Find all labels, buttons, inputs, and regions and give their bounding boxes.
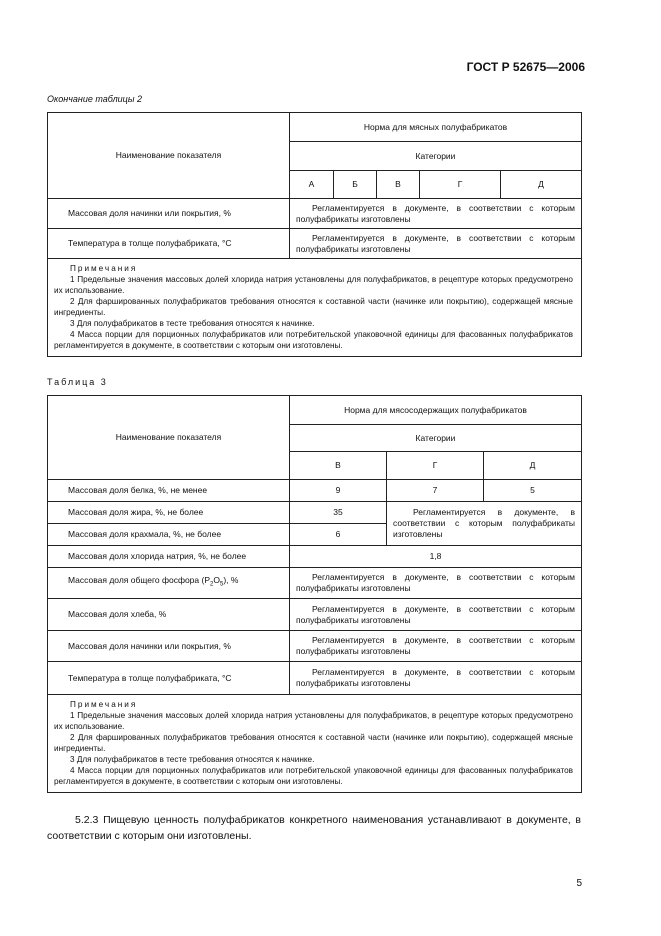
category-v: В bbox=[377, 171, 420, 199]
merged-regulated-cell: Регламентируется в документе, в соответствии с которым полуфабрикаты изготовлены bbox=[387, 502, 582, 546]
phosphorus-sub-2: 5 bbox=[219, 581, 224, 588]
col-header-name: Наименование показателя bbox=[48, 113, 290, 199]
phosphorus-label-post: ), % bbox=[223, 575, 239, 586]
table-cell: 1,8 bbox=[290, 546, 582, 568]
categories-header: Категории bbox=[290, 425, 582, 452]
category-g: Г bbox=[387, 452, 484, 480]
table-3 bbox=[47, 395, 582, 793]
table-cell: 35 bbox=[290, 502, 387, 524]
note-3: 3 Для полуфабрикатов в тесте требования относятся к начинке. bbox=[70, 319, 315, 328]
table-cell: 9 bbox=[290, 480, 387, 502]
table-row-label: Массовая доля хлорида натрия, %, не более bbox=[48, 546, 290, 568]
table-row-value: Регламентируется в документе, в соответствии с которым полуфабрикаты изготовлены bbox=[290, 631, 582, 662]
note-4: 4 Масса порции для порционных полуфабрикатов или потребительской упаковочной единицы для фасованных полуфабрикатов регламентируется в документе, в соответствии с которым они изготовлены. bbox=[54, 330, 573, 350]
note-2: 2 Для фаршированных полуфабрикатов требования относятся к составной части (начинке или покрытию), содержащей мясные ингредиенты. bbox=[54, 297, 573, 317]
col-header-name: Наименование показателя bbox=[48, 396, 290, 480]
table-row-value: Регламентируется в документе, в соответствии с которым полуфабрикаты изготовлены bbox=[290, 568, 582, 599]
norm-header: Норма для мясных полуфабрикатов bbox=[290, 113, 582, 142]
table2-caption: Окончание таблицы 2 bbox=[47, 94, 142, 104]
table-cell: 7 bbox=[387, 480, 484, 502]
category-g: Г bbox=[420, 171, 501, 199]
table-row-label: Массовая доля крахмала, %, не более bbox=[48, 524, 290, 546]
table-row-label: Температура в толще полуфабриката, °С bbox=[48, 229, 290, 259]
table-row-value: Регламентируется в документе, в соответствии с которым полуфабрикаты изготовлены bbox=[290, 229, 582, 259]
note-3: 3 Для полуфабрикатов в тесте требования относятся к начинке. bbox=[70, 755, 315, 764]
table-row-label: Массовая доля жира, %, не более bbox=[48, 502, 290, 524]
categories-header: Категории bbox=[290, 142, 582, 171]
note-1: 1 Предельные значения массовых долей хлорида натрия установлены для полуфабрикатов, в рецептуре которых предусмотрено их использование. bbox=[54, 275, 573, 295]
table3-caption: Таблица 3 bbox=[47, 377, 108, 387]
category-v: В bbox=[290, 452, 387, 480]
table3-notes bbox=[48, 695, 582, 793]
note-4: 4 Масса порции для порционных полуфабрикатов или потребительской упаковочной единицы для фасованных полуфабрикатов регламентируется в документе, в соответствии с которым они изготовлены. bbox=[54, 766, 573, 786]
table2-notes bbox=[48, 259, 582, 357]
table-cell: 6 bbox=[290, 524, 387, 546]
phosphorus-label-mid: О bbox=[213, 575, 220, 586]
note-2: 2 Для фаршированных полуфабрикатов требования относятся к составной части (начинке или покрытию), содержащей мясные ингредиенты. bbox=[54, 733, 573, 753]
table-row-label: Массовая доля начинки или покрытия, % bbox=[48, 199, 290, 229]
table-2 bbox=[47, 112, 582, 357]
category-d: Д bbox=[484, 452, 582, 480]
category-d: Д bbox=[501, 171, 582, 199]
table-row-label bbox=[48, 568, 290, 599]
table-row-value: Регламентируется в документе, в соответствии с которым полуфабрикаты изготовлены bbox=[290, 199, 582, 229]
table-row-label: Массовая доля начинки или покрытия, % bbox=[48, 631, 290, 662]
notes-title: Примечания bbox=[70, 700, 138, 709]
phosphorus-label-pre: Массовая доля общего фосфора (Р bbox=[68, 575, 210, 586]
category-b: Б bbox=[334, 171, 377, 199]
page-number: 5 bbox=[576, 878, 582, 889]
table-cell: 5 bbox=[484, 480, 582, 502]
phosphorus-sub-1: 2 bbox=[210, 581, 214, 588]
table-row-label: Температура в толще полуфабриката, °С bbox=[48, 662, 290, 695]
norm-header: Норма для мясосодержащих полуфабрикатов bbox=[290, 396, 582, 425]
notes-title: Примечания bbox=[70, 264, 138, 273]
table-row-label: Массовая доля хлеба, % bbox=[48, 599, 290, 631]
note-1: 1 Предельные значения массовых долей хлорида натрия установлены для полуфабрикатов, в рецептуре которых предусмотрено их использование. bbox=[54, 711, 573, 731]
table-row-label: Массовая доля белка, %, не менее bbox=[48, 480, 290, 502]
document-id: ГОСТ Р 52675—2006 bbox=[466, 60, 585, 74]
table-row-value: Регламентируется в документе, в соответствии с которым полуфабрикаты изготовлены bbox=[290, 662, 582, 695]
category-a: А bbox=[290, 171, 334, 199]
table-row-value: Регламентируется в документе, в соответствии с которым полуфабрикаты изготовлены bbox=[290, 599, 582, 631]
paragraph-5-2-3: 5.2.3 Пищевую ценность полуфабрикатов конкретного наименования устанавливают в документе, в соответствии с которым они изготовлены. bbox=[47, 814, 581, 842]
